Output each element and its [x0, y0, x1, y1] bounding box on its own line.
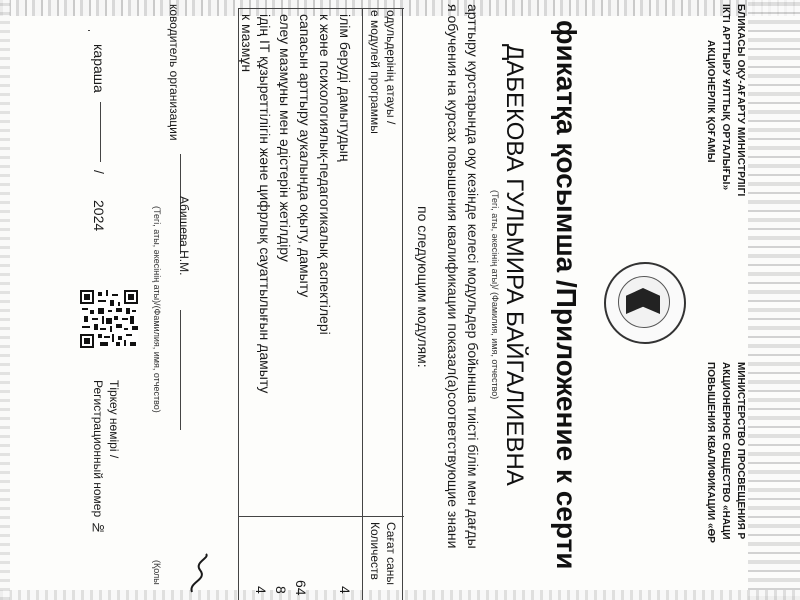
table-col1-header-kz: одульдерінің атауы /: [384, 10, 398, 125]
person-name: ДАБЕКОВА ГУЛЬМИРА БАЙГАЛИЕВНА: [501, 44, 528, 486]
table-right-border: [402, 8, 403, 600]
intro-ru-continued: по следующим модулям:: [415, 206, 431, 368]
table-row-hours: 4: [337, 586, 353, 594]
intro-ru: я обучения на курсах повышения квалификации показал(а)соответствующие знани: [445, 4, 461, 549]
date-month: караша: [91, 44, 107, 93]
table-left-border: [238, 8, 239, 600]
intro-kz: арттыру курстарында оқу кезінде келесі модульдер бойынша тиісті білім мен дағды: [465, 4, 481, 549]
header-ru-line1: МИНИСТЕРСТВО ПРОСВЕЩЕНИЯ Р: [735, 362, 746, 540]
table-row-name: ідің IT құзыреттілігін және цифрлық сауаттылығын дамыту: [257, 14, 273, 394]
table-col2-header-kz: Сағат саны: [384, 522, 398, 586]
leader-label: ководитель организации: [167, 4, 181, 141]
table-col2-header-ru: Количеств: [368, 522, 382, 580]
table-row-name: сапасын арттыру аукалында оқыту, дамыту: [297, 14, 313, 298]
table-row-hours: 4: [253, 586, 269, 594]
date-year: 2024: [91, 200, 107, 232]
qr-code-icon: [80, 290, 138, 348]
page-title: фикатқа қосымша /Приложение к серти: [551, 20, 582, 570]
ornament-border-right: [748, 0, 800, 600]
ornament-border-left: [0, 0, 10, 600]
stamp-caption: (Қолы: [152, 560, 162, 585]
table-row-hours: 64: [293, 580, 309, 596]
table-row-name: к және психологиялық-педагогикалық аспектілері: [317, 14, 333, 335]
table-row-name: к мазмұн: [239, 14, 255, 73]
header-ru-line2: АКЦИОНЕРНОЕ ОБЩЕСТВО «НАЦИ: [720, 362, 731, 540]
table-hours-divider: [238, 516, 404, 517]
table-row-name: елеу мазмұны мен әдістерін жетілдіру: [277, 14, 293, 262]
leader-name: Абишева Н.М.: [177, 196, 191, 276]
signature-icon: [186, 552, 214, 596]
table-row-name: ілім беруді дамытудың: [337, 14, 353, 162]
date-month-underline: [100, 102, 101, 162]
registration-label-kz: Тіркеу нөмірі /: [107, 380, 121, 459]
table-row-hours: 8: [273, 586, 289, 594]
leader-signature-line: [180, 310, 181, 430]
orleu-seal-logo: [604, 262, 686, 344]
header-kz-line2: ІКТІ АРТТЫРУ ҰЛТТЫҚ ОРТАЛЫҒЫ»: [720, 4, 731, 191]
registration-label-ru: Регистрационный номер №: [91, 380, 105, 535]
header-ru-line3: ПОВЫШЕНИЯ КВАЛИФИКАЦИИ «ӨР: [705, 362, 716, 543]
table-col1-header-ru: е модулей программы: [368, 10, 382, 134]
header-kz-line1: БЛИКАСЫ ОҚУ-АҒАРТУ МИНИСТРЛІГІ: [735, 4, 746, 197]
header-kz-line3: АКЦИОНЕРЛІК ҚОҒАМЫ: [705, 40, 716, 163]
ornament-border-bottom: [0, 590, 800, 600]
date-day-blank-mark: [88, 30, 90, 31]
person-name-caption: (Тегі, аты, әкесінің аты)/ (Фамилия, имя, отчество): [490, 190, 500, 400]
date-separator: /: [91, 170, 107, 174]
leader-caption: (Тегі, аты, әкесінің аты)/(Фамилия, имя, отчество): [152, 206, 162, 413]
table-header-divider: [362, 8, 363, 600]
table-top-border: [238, 8, 404, 9]
